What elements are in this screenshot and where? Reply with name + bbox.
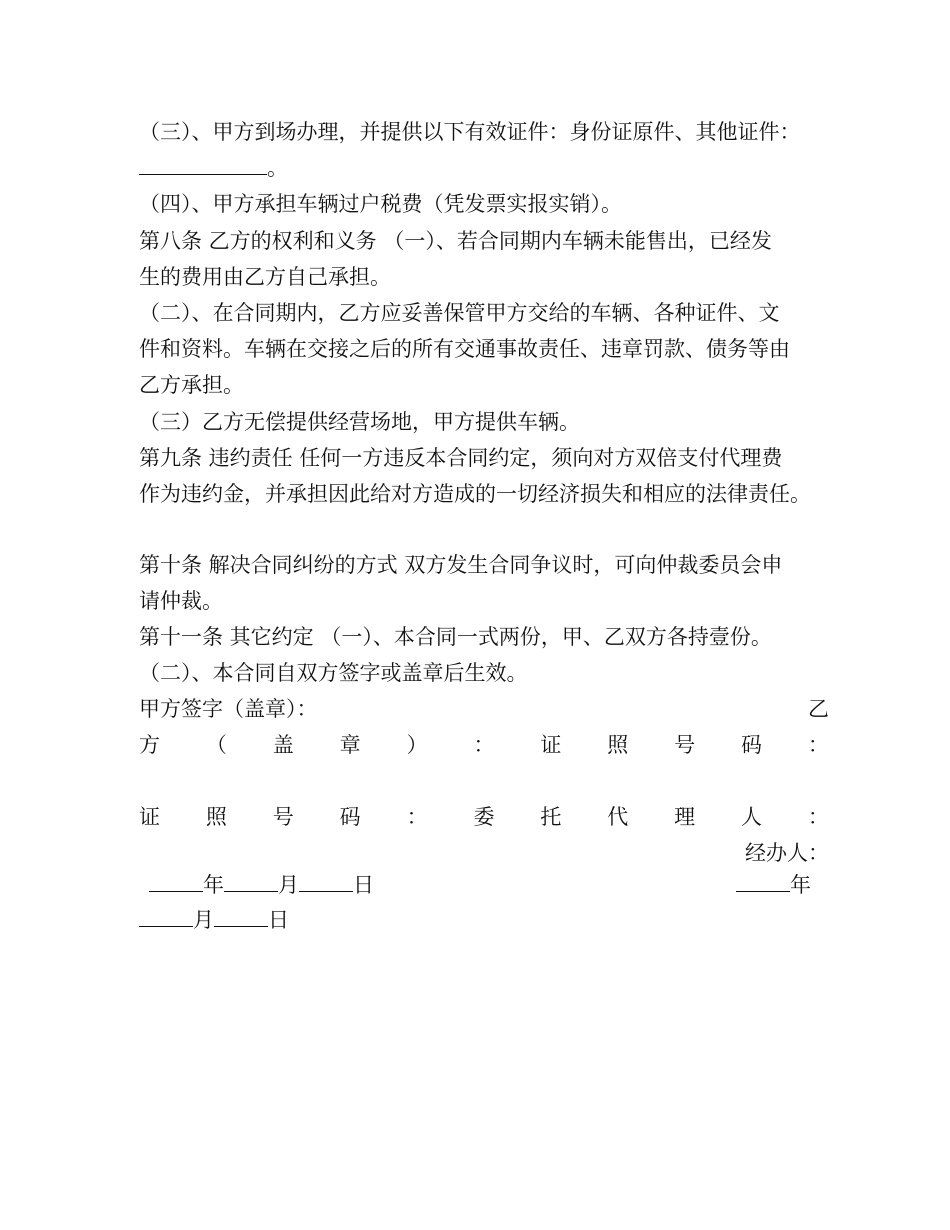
clause-9: 第九条 违约责任 任何一方违反本合同约定，须向对方双倍支付代理费 [139,446,783,470]
date-row-2 [139,905,829,935]
sig-char: ） [406,733,428,757]
id-char: ： [807,805,829,829]
clause-7-item-3: （三）、甲方到场办理，并提供以下有效证件：身份证原件、其他证件： [139,120,801,144]
period: 。 [267,156,288,180]
id-char: 理 [674,805,696,829]
clause-8-heading: 第八条 乙方的权利和义务 （一）、若合同期内车辆未能售出，已经发 [139,229,772,253]
party-a-signature-label: 甲方签字（盖章）： [139,697,318,721]
clause-10: 第十条 解决合同纠纷的方式 双方发生合同争议时，可向仲裁委员会申 [139,553,783,577]
clause-8-item-2-cont-2: 乙方承担。 [139,373,244,397]
blank-line [139,154,267,175]
id-char: 码 [339,805,361,829]
year-label: 年 [790,873,811,897]
id-char: 托 [540,805,562,829]
clause-8-item-1-cont: 生的费用由乙方自己承担。 [139,265,391,289]
party-b-date-start [736,870,811,900]
sig-char: 照 [607,733,629,757]
clause-10-cont: 请仲裁。 [139,589,223,613]
sig-char: （ [205,733,227,757]
sig-char: ： [807,733,829,757]
day-blank [214,906,268,927]
sig-char: 方 [139,733,160,757]
clause-8-item-3: （三）乙方无偿提供经营场地，甲方提供车辆。 [139,410,580,434]
party-b-label-start: 乙 [808,697,829,721]
handler-label: 经办人： [745,841,829,865]
id-char: 代 [607,805,629,829]
year-blank [149,871,203,892]
id-char: ： [406,805,428,829]
id-char: 号 [272,805,294,829]
day-blank [299,871,353,892]
party-a-date [149,870,374,900]
day-label: 日 [268,908,289,932]
month-label: 月 [278,873,299,897]
sig-char: 章 [339,733,361,757]
date-row-1 [139,870,829,900]
month-blank [139,906,193,927]
id-char: 证 [139,805,160,829]
clause-7-item-4: （四）、甲方承担车辆过户税费（凭发票实报实销）。 [139,192,622,216]
signature-row-2 [139,730,829,760]
sig-char: ： [473,733,495,757]
month-blank [224,871,278,892]
year-label: 年 [203,873,224,897]
sig-char: 号 [674,733,696,757]
id-char: 委 [473,805,495,829]
sig-char: 盖 [272,733,294,757]
clause-7-item-3-cont [139,153,829,183]
clause-8-item-2: （二）、在合同期内，乙方应妥善保管甲方交给的车辆、各种证件、文 [139,301,780,325]
id-char: 人 [741,805,763,829]
sig-char: 证 [540,733,562,757]
signature-row-3 [139,802,829,832]
day-label: 日 [353,873,374,897]
id-char: 照 [205,805,227,829]
clause-11: 第十一条 其它约定 （一）、本合同一式两份，甲、乙双方各持壹份。 [139,625,772,649]
clause-11-item-2: （二）、本合同自双方签字或盖章后生效。 [139,661,528,685]
signature-row-1 [139,694,829,724]
year-blank [736,871,790,892]
clause-9-cont: 作为违约金，并承担因此给对方造成的一切经济损失和相应的法律责任。 [139,482,811,506]
sig-char: 码 [741,733,763,757]
month-label: 月 [193,908,214,932]
clause-8-item-2-cont-1: 件和资料。车辆在交接之后的所有交通事故责任、违章罚款、债务等由 [139,337,790,361]
